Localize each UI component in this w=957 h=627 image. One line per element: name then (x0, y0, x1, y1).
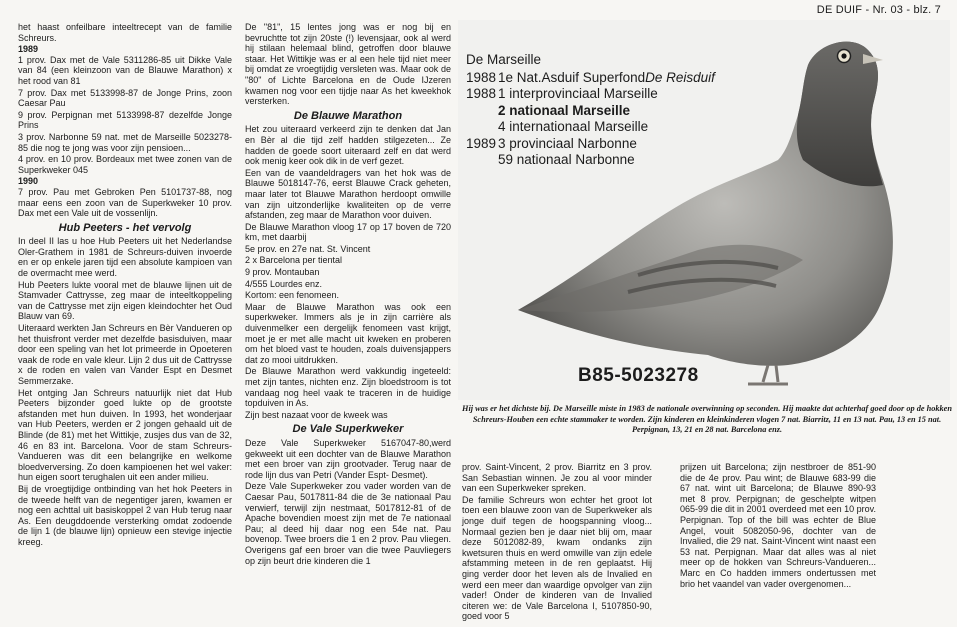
paragraph: Deze Vale Superkweker 5167047-80,werd gekweekt uit een dochter van de Blauwe Marathon met een broer van zijn grootvader. Terug naar de rode lijn dus van Petri (Vander Espt- Desmet). (245, 437, 451, 480)
list-line: 2 x Barcelona per tiental (245, 255, 343, 266)
paragraph: De "81", 15 lentes jong was er nog bij en bevruchtte tot zijn 20ste (!) levensjaar, ook al werd hij stilaan helemaal blind, getroffen door blauwe staar. Het Wittikje was er al een hele tijd niet meer bij omdat ze vroegtijdig versleten was. Maar ook de "80" of Lichte Barcelona en de Oude IJzeren kwamen nog voor een tijdje naar As het kweekhok versterken. (245, 22, 451, 107)
paragraph: Een van de vaandeldragers van het hok was de Blauwe 5018147-76, eerst Blauwe Crack geheten, maar later tot Blauwe Marathon herdoopt omwille van zijn uitzonderlijke kwaliteiten op de verre afstanden, zeg maar de Marathon voor duiven. (245, 167, 451, 221)
paragraph: prov. Saint-Vincent, 2 prov. Biarritz en 3 prov. San Sebastian winnen. Je zou al voor minder van een Superkweker spreken. (462, 462, 652, 494)
result-line: 4 prov. en 10 prov. Bordeaux met twee zonen van de Superkweker 045 (18, 154, 232, 175)
paragraph: In deel II las u hoe Hub Peeters uit het Nederlandse Oler-Grathem in 1981 de Schreurs-duiven invoerde en er op enkele jaren tijd een absolute kampioen van de overmacht mee werd. (18, 236, 232, 279)
section-heading: De Blauwe Marathon (293, 109, 403, 122)
award-row: 1988 1 interprovinciaal Marseille (466, 86, 658, 101)
paragraph: Bij de vroegtijdige ontbinding van het hok Peeters in de tweede helft van de negentiger jaren, kwamen er nog een achttal uit basiskoppel 2 van Hub terug naar As. Een deugddoende versterking omdat zodoende de lijn 1 (de blauwe lijn) opnieuw een stevige injectie kreeg. (18, 483, 232, 547)
award-row: 4 internationaal Marseille (498, 119, 649, 134)
column-4 (680, 462, 876, 590)
section-heading: Hub Peeters - het vervolg (58, 221, 192, 234)
list-line: Kortom: een fenomeen. (245, 290, 340, 301)
list-line: 5e prov. en 27e nat. St. Vincent (245, 243, 371, 254)
paragraph: Hub Peeters lukte vooral met de blauwe lijnen uit de Stamvader Cattrysse, zeg maar de inteeltkoppeling van de Cattrysse met zijn eigen kleindochter het Oud Blauw van 69. (18, 279, 232, 322)
award-row: 1989 3 provinciaal Narbonne (466, 135, 637, 151)
list-line: 9 prov. Montauban (245, 267, 320, 278)
ring-number: B85-5023278 (578, 365, 699, 386)
paragraph: prijzen uit Barcelona; zijn nestbroer de 851-90 die de 4e prov. Pau wint; de Blauwe 683-99 die 67 nat. wint uit Barcelona; de Blauwe 890-93 met 8 prov. Perpignan; de geschelpte witpen 065-99 die dit in 2001 overdeed met een 10 prov. Perpignan. Top of the bill was echter de Blue Angel, vouit 5082050-96, dochter van de Invalied, die 29 nat. Saint-Vincent wint naast een 53 nat. Perpignan. Maar dat alles was al niet meer op de hokken van Schreurs-Vandueren... Marc en Co hadden immers ondertussen met brio het vaandel van vader overgenomen... (680, 462, 876, 589)
awards-list (466, 52, 715, 169)
pigeon-name: De Marseille (466, 52, 542, 67)
result-line: 7 prov. Pau met Gebroken Pen 5101737-88, nog maar eens een zoon van de Superkweker 10 prov. Dax met een Vale uit de vossenlijn. (18, 186, 232, 219)
section-heading: De Vale Superkweker (292, 423, 404, 436)
photo-caption: Hij was er het dichtste bij. De Marseille miste in 1983 de nationale overwinning op seconden. Hij maakte dat achterhaf goed door op de hokken Schreurs-Houben een echte stammaker te worden. Zijn kinderen en kleinkinderen vlogen 7 nat. Biarritz, 11 en 13 nat. Pau, 13 en 15 nat. Perpignan, 13, 21 en 28 nat. Barcelona enz. (462, 404, 952, 435)
paragraph: Zijn best nazaat voor de kweek was (245, 409, 388, 420)
column-2 (245, 22, 451, 567)
paragraph: Het zou uiteraard verkeerd zijn te denken dat Jan en Bèr al die tijd zelf hadden stilgezeten... Ze hadden de goede soort uiteraard zelf en dat werd ook menig keer ook dik in de verf gezet. (245, 124, 451, 167)
year-1990: 1990 (18, 176, 39, 187)
paragraph: Het ontging Jan Schreurs natuurlijk niet dat Hub Peeters bijzonder goed lukte op de grootste afstanden met hun duiven. In 1993, het wonderjaar van Hub Peeters, werden er 2 jongen gehaald uit de Blinde (de 81) met het Wittikje, zusjes dus van de 32, 46 en 83 int. Barcelona. Voor de stam Schreurs-Vandueren was dit een belangrijke en welkome bloedverversing. Zo doen kampioenen het wel vaker: hun eigen soort terughalen uit een ander milieu. (18, 387, 232, 483)
paragraph: Maar de Blauwe Marathon was ook een superkweker. Immers als je in zijn carrière als duivenmelker een dergelijk fenomeen vast krijgt, moet je er met alle macht uit kweken en proberen om het bloed vast te houden, zoals duivensjappers dat zo mooi uitdrukken. (245, 301, 451, 365)
result-line: 9 prov. Perpignan met 5133998-87 dezelfde Jonge Prins (18, 109, 232, 131)
paragraph: De Blauwe Marathon vloog 17 op 17 boven de 720 km, met daarbij (245, 221, 451, 243)
paragraph: De familie Schreurs won echter het groot lot toen een blauwe zoon van de Superkweker als jonge duif tegen de hoogspanning vloog... Normaal gezien ben je daar niet blij om, maar deze 5012082-89, kwam ondanks zijn kwetsuren thuis en werd omwille van zijn edele afstamming meteen in de ren geplaatst. Hij ging verder door het leven als de Invalied en werd een meer dan waardige opvolger van zijn vader! Onder de kinderen van de Invalied citeren we: de Vale Barcelona I, 5107850-90, goed voor 5 (462, 494, 652, 622)
page-header: DE DUIF - Nr. 03 - blz. 7 (816, 4, 941, 16)
paragraph: De Blauwe Marathon werd vakkundig ingeteeld: met zijn tantes, nichten enz. Zijn bloedstroom is tot vandaag nog heel vaak te traceren in de huidige topduiven in As. (245, 366, 451, 409)
list-line: 4/555 Lourdes enz. (245, 278, 323, 289)
award-row: 2 nationaal Marseille (498, 102, 631, 118)
column-3 (462, 462, 652, 623)
result-line: 7 prov. Dax met 5133998-87 de Jonge Prins, zoon Caesar Pau (18, 87, 232, 109)
award-row: 59 nationaal Narbonne (498, 152, 635, 167)
paragraph: Deze Vale Superkweker zou vader worden van de Caesar Pau, 5017811-84 die de 3e nationaal Pau verwierf, terwijl zijn nestmaat, 5017812-81 of de Apache bovendien moest zijn met de 7e nationaal Pau; al deed hij daar nog een 54e nat. Pau bovenop. Twee broers die 1 en 2 prov. Pau vliegen. Overigens gaf een broer van die twee Pauvliegers op zijn beurt drie kinderen die 1 (245, 481, 451, 566)
intro-text: het haast onfeilbare inteeltrecept van de familie Schreurs. (18, 22, 232, 43)
year-1989: 1989 (18, 44, 39, 55)
paragraph: Uiteraard werkten Jan Schreurs en Bèr Vandueren op het thuisfront verder met dezelfde basisduiven, maar door een speling van het lot primeerde in Opoeteren vaak de rode en vale kleur. Lijn 2 dus uit de Cattrysse x de roden en valen van Vander Espt en Desmet Semmerzake. (18, 323, 232, 386)
column-1 (18, 22, 232, 549)
result-line: 3 prov. Narbonne 59 nat. met de Marseille 5023278-85 die nog te jong was voor zijn pensioen... (18, 131, 232, 153)
award-row: 1988 1e Nat.Asduif Superfond De Reisduif (466, 69, 715, 85)
result-line: 1 prov. Dax met de Vale 5311286-85 uit Dikke Vale van 84 (een kleinzoon van de Blauwe Marathon) x het rood van 81 (18, 54, 232, 86)
